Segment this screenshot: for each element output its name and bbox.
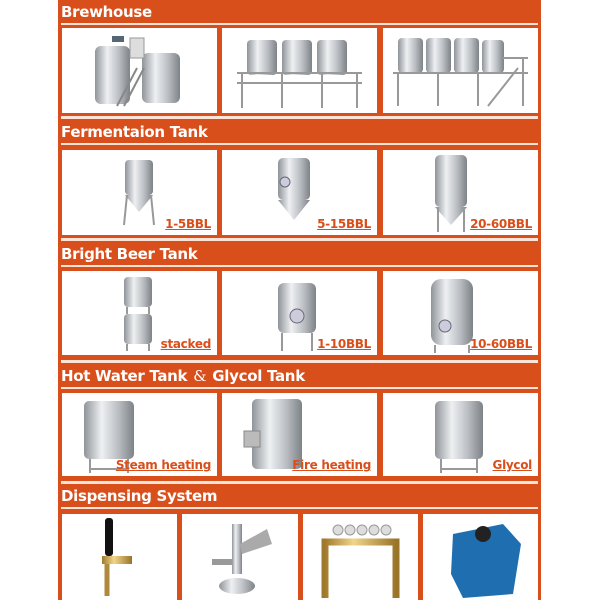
divider bbox=[61, 481, 538, 484]
product-card-fermenter-1-5bbl[interactable] bbox=[62, 150, 217, 235]
product-card-hlt-fire[interactable] bbox=[222, 393, 377, 476]
beer-cooler-image bbox=[423, 514, 538, 600]
divider bbox=[61, 238, 538, 241]
brewhouse-image bbox=[62, 28, 217, 113]
section-header-dispensing-system bbox=[61, 487, 538, 505]
product-size-label[interactable]: 1-5BBL bbox=[165, 217, 211, 231]
product-card-brewhouse-4vessel[interactable] bbox=[383, 28, 538, 113]
product-type-label[interactable]: Fire heating bbox=[292, 458, 371, 472]
product-card-glycol-tank[interactable] bbox=[383, 393, 538, 476]
keg-coupler-image bbox=[182, 514, 298, 600]
beer-tower-image bbox=[303, 514, 418, 600]
section-header-brewhouse bbox=[61, 3, 538, 21]
product-card-brewhouse-2vessel[interactable] bbox=[62, 28, 217, 113]
product-card-keg-coupler[interactable] bbox=[182, 514, 298, 600]
product-size-label[interactable]: 5-15BBL bbox=[317, 217, 371, 231]
product-card-bbt-1-10bbl[interactable] bbox=[222, 271, 377, 355]
ampersand: & bbox=[193, 367, 207, 385]
product-size-label[interactable]: 20-60BBL bbox=[470, 217, 532, 231]
product-card-fermenter-20-60bbl[interactable] bbox=[383, 150, 538, 235]
section-title: Fermentaion Tank bbox=[61, 123, 208, 141]
product-card-hlt-steam[interactable] bbox=[62, 393, 217, 476]
brewhouse-image bbox=[383, 28, 538, 113]
section-header-fermentation-tank bbox=[61, 123, 538, 141]
beer-faucet-image bbox=[62, 514, 177, 600]
product-card-brewhouse-3vessel[interactable] bbox=[222, 28, 377, 113]
section-title: Glycol Tank bbox=[212, 367, 305, 385]
section-title: Dispensing System bbox=[61, 487, 218, 505]
product-card-beer-faucet[interactable] bbox=[62, 514, 177, 600]
product-card-beer-cooler[interactable] bbox=[423, 514, 538, 600]
brewhouse-image bbox=[222, 28, 377, 113]
product-card-bbt-10-60bbl[interactable] bbox=[383, 271, 538, 355]
product-size-label[interactable]: 10-60BBL bbox=[470, 337, 532, 351]
section-title: Hot Water Tank bbox=[61, 367, 188, 385]
product-type-label[interactable]: Glycol bbox=[492, 458, 532, 472]
section-header-hot-water-glycol-tank bbox=[61, 367, 538, 385]
divider bbox=[61, 116, 538, 119]
product-card-bbt-stacked[interactable] bbox=[62, 271, 217, 355]
divider bbox=[61, 360, 538, 363]
section-title: Brewhouse bbox=[61, 3, 152, 21]
product-type-label[interactable]: Steam heating bbox=[115, 458, 211, 472]
product-catalog-panel bbox=[58, 0, 541, 600]
section-title: Bright Beer Tank bbox=[61, 245, 198, 263]
product-card-fermenter-5-15bbl[interactable] bbox=[222, 150, 377, 235]
product-size-label[interactable]: 1-10BBL bbox=[317, 337, 371, 351]
product-size-label[interactable]: stacked bbox=[160, 337, 211, 351]
product-card-beer-tower[interactable] bbox=[303, 514, 418, 600]
section-header-bright-beer-tank bbox=[61, 245, 538, 263]
